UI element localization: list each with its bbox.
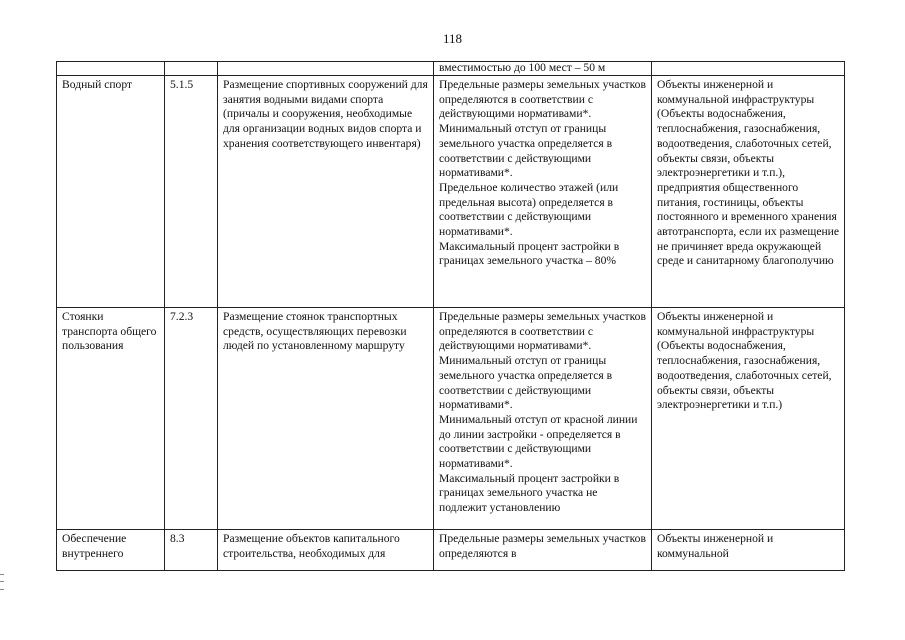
cell-params: вместимостью до 100 мест – 50 м (434, 62, 652, 76)
cell-code: 8.3 (165, 530, 218, 571)
cell-code: 7.2.3 (165, 308, 218, 530)
page-number: 118 (442, 31, 463, 46)
zoning-table (56, 61, 845, 571)
cell-params: Предельные размеры земельных участков определяются в соответствии с действующими нормативами*. Минимальный отступ от границы земельного участка определяется в соответствии с действующими нормативами*. Предельное количество этажей (или предельная высота) определяется в соответствии с действующими нормативами*. Максимальный процент застройки в границах земельного участка – 80% (434, 76, 652, 308)
cell-code (165, 62, 218, 76)
cell-description: Размещение объектов капитального строительства, необходимых для (218, 530, 434, 571)
table-row (57, 530, 845, 571)
cell-params: Предельные размеры земельных участков определяются в соответствии с действующими нормативами*. Минимальный отступ от границы земельного участка определяется в соответствии с действующими нормативами*. Минимальный отступ от красной линии до линии застройки - определяется в соответствии с действующими нормативами*. Максимальный процент застройки в границах земельного участка не подлежит установлению (434, 308, 652, 530)
cell-auxiliary: Объекты инженерной и коммунальной (652, 530, 845, 571)
cell-params: Предельные размеры земельных участков определяются в (434, 530, 652, 571)
cell-auxiliary (652, 62, 845, 76)
cell-description (218, 62, 434, 76)
cell-code: 5.1.5 (165, 76, 218, 308)
cell-description: Размещение спортивных сооружений для занятия водными видами спорта (причалы и сооружения, необходимые для организации водных видов спорта и хранения соответствующего инвентаря) (218, 76, 434, 308)
cell-name: Стоянки транспорта общего пользования (57, 308, 165, 530)
cell-name (57, 62, 165, 76)
table-row-continuation (57, 62, 845, 76)
scan-edge-mark (0, 574, 4, 590)
table-row (57, 308, 845, 530)
table-row (57, 76, 845, 308)
cell-name: Водный спорт (57, 76, 165, 308)
cell-name: Обеспечение внутреннего (57, 530, 165, 571)
cell-description: Размещение стоянок транспортных средств, осуществляющих перевозки людей по установленному маршруту (218, 308, 434, 530)
cell-auxiliary: Объекты инженерной и коммунальной инфраструктуры (Объекты водоснабжения, теплоснабжения, газоснабжения, водоотведения, слаботочных сетей, объекты связи, объекты электроэнергетики и т.п.), предприятия общественного питания, гостиницы, объекты постоянного и временного хранения автотранспорта, если их размещение не причиняет вреда окружающей среде и санитарному благополучию (652, 76, 845, 308)
cell-auxiliary: Объекты инженерной и коммунальной инфраструктуры (Объекты водоснабжения, теплоснабжения, газоснабжения, водоотведения, слаботочных сетей, объекты связи, объекты электроэнергетики и т.п.) (652, 308, 845, 530)
